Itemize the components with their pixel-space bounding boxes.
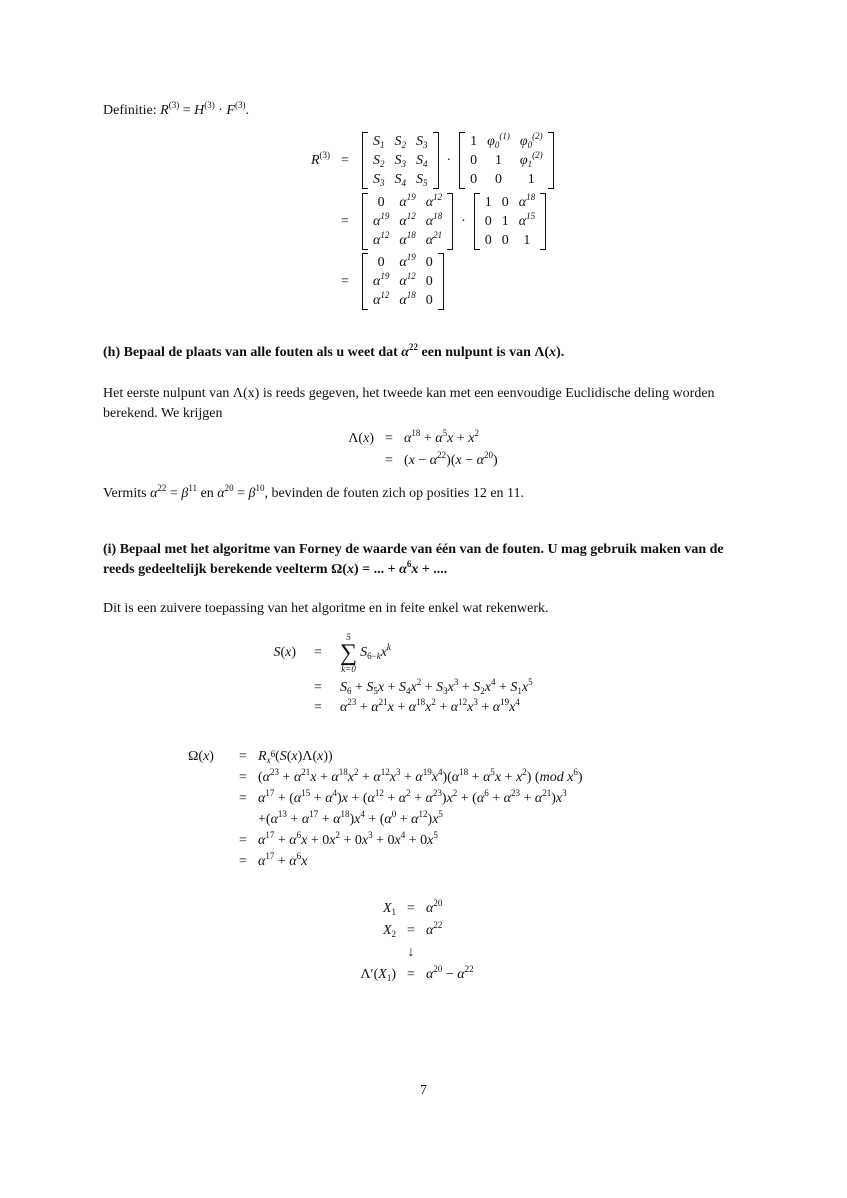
definition-line: Definitie: $R^{(3)} = H^{(3)} \cdot F^{(3)}$. [103, 100, 249, 118]
omega-derivation: Ω(x) = $R_{x^6}(S(x)\Lambda(x))$ = $(\alpha^{23} + \alpha^{21}x + \alpha^{18}x^2 + \alpha^{12}x^3 + \alpha^{19}x^4)(\alpha^{18} + \alpha^5x + x^2)$ (mod $x^6$) = $\alpha^{17} + (\alpha^{15} + \alpha^4)x + (\alpha^{12} + \alpha^2 + \alpha^{23})x^2 + (\alpha^6 + \alpha^{23} + \alpha^{21})x^3$ $+(\alpha^{13} + \alpha^{17} + \alpha^{18})x^4 + (\alpha^0 + \alpha^{12})x^5$ = $\alpha^{17} + \alpha^6x + 0x^2 + 0x^3 + 0x^4 + 0x^5$ = $\alpha^{17} + \alpha^6x$ [188, 749, 583, 869]
phi-matrix: 1 $\varphi_0^{(1)}$ $\varphi_0^{(2)}$ 0 1 $\varphi_1^{(2)}$ 0 0 1 [459, 132, 554, 189]
lambda-equation: Λ(x) = $\alpha^{18} + \alpha^5x + x^2$ = $(x - \alpha^{22})(x - \alpha^{20})$ [348, 428, 498, 468]
alpha-syndrome-matrix: 0 $\alpha^{19}$ $\alpha^{12}$ $\alpha^{19}$ $\alpha^{12}$ $\alpha^{18}$ $\alpha^{12}$ $\alpha^{18}$ $\alpha^{21}$ [362, 193, 453, 250]
syndrome-polynomial: S(x) = 5 ∑ k=0 $S_{6-k}x^k$ = $S_6 + S_5x + S_4x^2 + S_3x^3 + S_2x^4 + S_1x^5$ = $\alpha^{23} + \alpha^{21}x + \alpha^{18}x^2 + \alpha^{12}x^3 + \alpha^{19}x^4$ [273, 632, 533, 715]
r3-equation-row-1: $R^{(3)}$ = $S_1$ $S_2$ $S_3$ $S_2$ $S_3$ $S_4$ $S_3$ $S_4$ $S_5$ · 1 $\varphi_0^{(1)}$ $\varphi_0^{(2)}$ 0 1 $\varphi_1^{(2)}$ 0 0 1 [285, 132, 556, 189]
down-arrow-icon: ↓ [407, 945, 415, 960]
page-number: 7 [420, 1083, 427, 1098]
error-locators: $X_1$ = $\alpha^{20}$ $X_2$ = $\alpha^{22}$ ↓ $\Lambda'(X_1)$ = $\alpha^{20} - \alpha^{22}$ [360, 898, 474, 983]
definition-label: Definitie: [103, 103, 157, 118]
result-matrix: 0 $\alpha^{19}$ 0 $\alpha^{19}$ $\alpha^{12}$ 0 $\alpha^{12}$ $\alpha^{18}$ 0 [362, 253, 444, 310]
alpha-phi-matrix: 1 0 $\alpha^{18}$ 0 1 $\alpha^{15}$ 0 0 1 [474, 193, 546, 250]
syndrome-matrix: $S_1$ $S_2$ $S_3$ $S_2$ $S_3$ $S_4$ $S_3$ $S_4$ $S_5$ [362, 132, 439, 189]
section-i-heading: (i) Bepaal met het algoritme van Forney de waarde van één van de fouten. U mag gebruik maken van de reeds gedeeltelijk berekende veelterm Ω(x) = ... + $\alpha^6x$ + .... [103, 542, 724, 577]
section-i-paragraph: Dit is een zuivere toepassing van het algoritme en in feite enkel wat rekenwerk. [103, 601, 549, 616]
r3-equation-row-2: = 0 $\alpha^{19}$ $\alpha^{12}$ $\alpha^{19}$ $\alpha^{12}$ $\alpha^{18}$ $\alpha^{12}$ $\alpha^{18}$ $\alpha^{21}$ · 1 0 $\alpha^{18}$ 0 1 $\alpha^{15}$ 0 0 1 [285, 193, 548, 250]
r3-equation-row-3: = 0 $\alpha^{19}$ 0 $\alpha^{19}$ $\alpha^{12}$ 0 $\alpha^{12}$ $\alpha^{18}$ 0 [285, 253, 446, 310]
section-h-heading: (h) Bepaal de plaats van alle fouten als u weet dat $\alpha^{22}$ een nulpunt is van Λ(x). [103, 342, 565, 360]
section-h-paragraph: Het eerste nulpunt van Λ(x) is reeds gegeven, het tweede kan met een eenvoudige Euclidische deling worden berekend. We krijgen [103, 386, 715, 421]
section-h-conclusion: Vermits $\alpha^{22} = \beta^{11}$ en $\alpha^{20} = \beta^{10}$, bevinden de fouten zich op posities 12 en 11. [103, 483, 525, 501]
